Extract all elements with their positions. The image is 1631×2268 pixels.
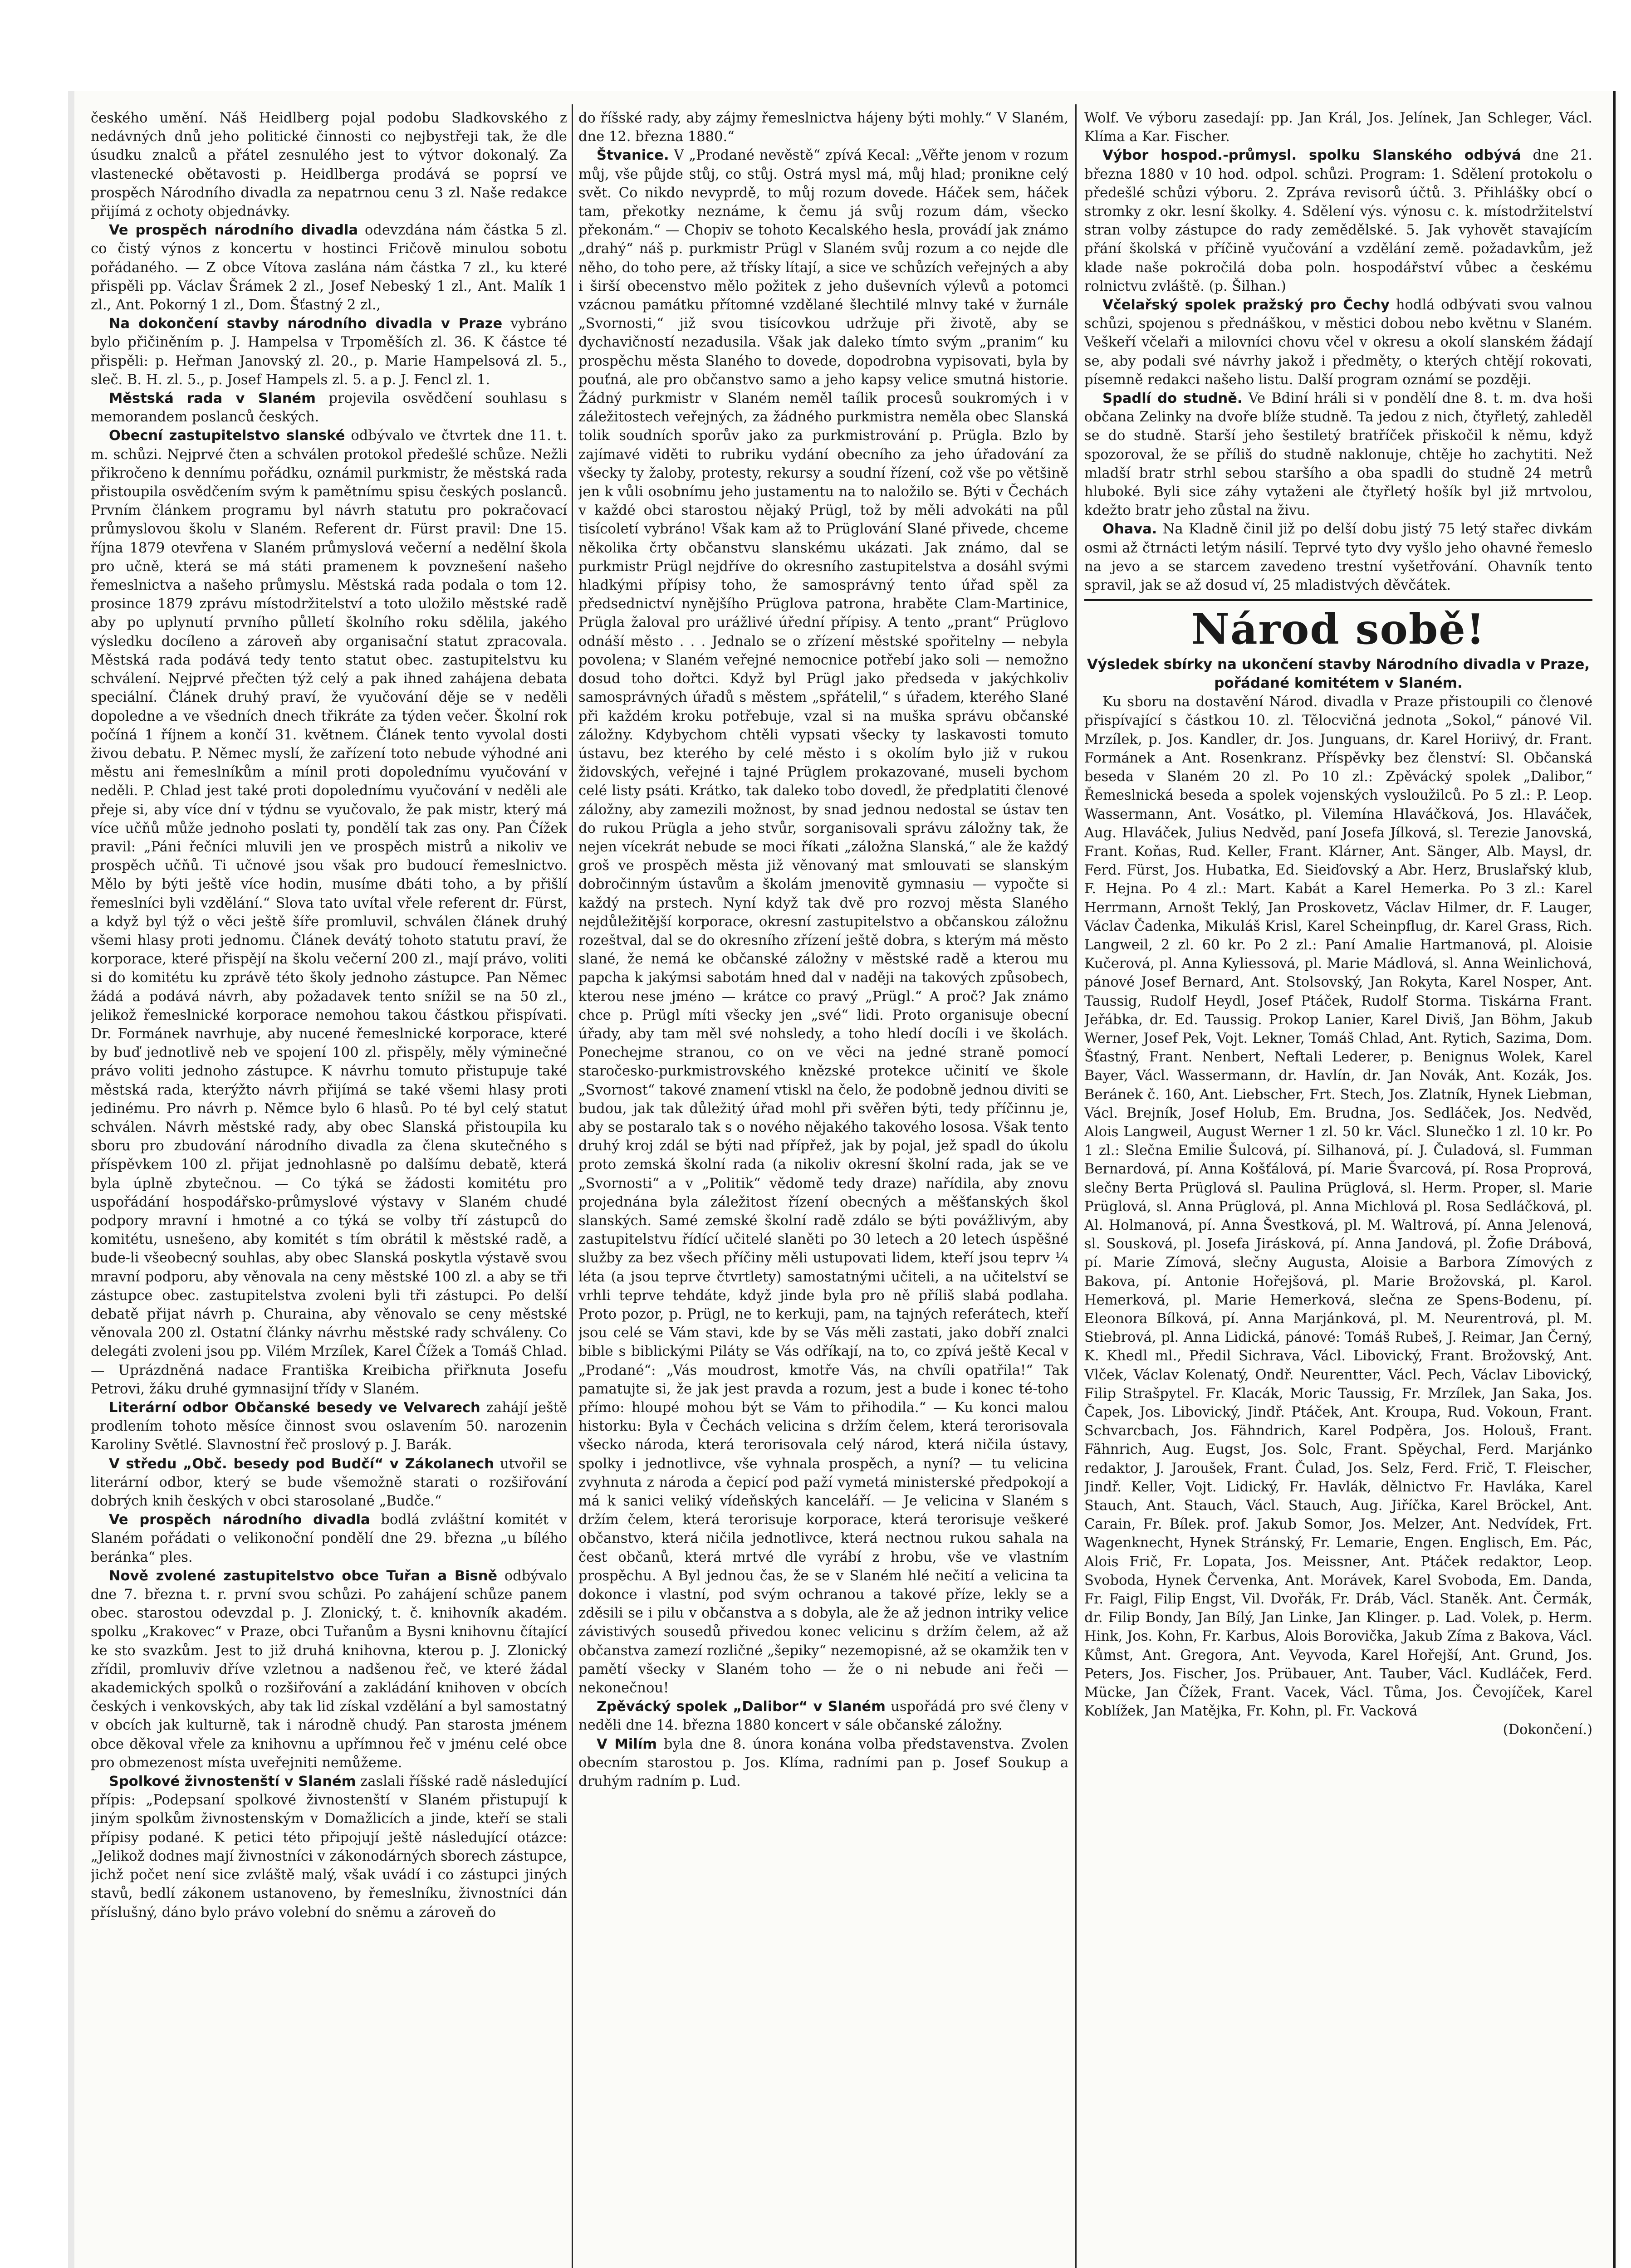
- article-sladkovsky-bust: [91, 109, 567, 221]
- article-heading: Ve prospěch národního divadla: [109, 1512, 370, 1528]
- article-heading: Zpěvácký spolek „Dalibor“ v Slaném: [597, 1699, 886, 1715]
- article-literarni-odbor: [91, 1398, 567, 1455]
- article-ples: [91, 1510, 567, 1567]
- article-text: zaslali říšské radě následující přípis: „Podepsaní spolkové živnostenští v Slaném přistupují k jiným spolkům živnostenským v Domažlicích a jinde, kteří se stali přípisy podané. K petici této připojují ještě následující otázce: „Jelikož dodnes mají živnostníci v zákonodárných sborech zástupce, jichž počet není sice zvláště malý, však uvádí i co zástupci jiných stavů, bedlí zákonem ustanoveno, by řemeslníku, živnostníci dán příslušný, dáno bylo právo volební do sněmu a zároveň do: [91, 1774, 567, 1921]
- article-heading: Spadlí do studně.: [1102, 391, 1243, 407]
- article-zakolany: [91, 1455, 567, 1511]
- article-heading: Na dokončení stavby národního divadla v Praze: [109, 316, 503, 332]
- article-text: projevila osvědčení souhlasu s memorandem poslanců českých.: [91, 391, 567, 425]
- article-heading: Obecní zastupitelstvo slanské: [109, 428, 345, 444]
- article-text: odbývalo dne 7. března t. r. první svou schůzi. Po zahájení schůze panem obec. starostou odevzdal p. J. Zlonický, t. č. knihovník akadém. spolku „Krakovec“ v Praze, obci Tuřanům a Bysni knihovnu čítající ke sto svazkům. Jest to již druhá knihovna, kterou p. J. Zlonický zřídil, promluviv dříve vzletnou a nadšenou řeč, ve které žádal akademických spolků o rozšiřování a zakládání knihoven v obcích českých i venkovských, aby tak lid získal vzdělání a byl samostatný v obcích jak kulturně, tak i národně chudý. Pan starosta jménem obce děkoval vřele za knihovnu a upřímnou řeč v jménu celé obce pro obmezenost místa uveřejniti nemůžeme.: [91, 1568, 567, 1771]
- column-rule-2: [1075, 104, 1077, 2268]
- article-text: Wolf. Ve výboru zasedají: pp. Jan Král, Jos. Jelínek, Jan Schleger, Václ. Klíma a Kar. Fischer.: [1084, 110, 1592, 145]
- article-heading: Výbor hospod.-průmysl. spolku Slanského odbývá: [1102, 147, 1521, 164]
- article-text: uspořádá pro své členy v neděli dne 14. března 1880 koncert v sále občanské záložny.: [578, 1699, 1068, 1734]
- article-text: bodlá zvláštní komitét v Slaném pořádati o velikonoční pondělí dne 29. března „u bílého beránka“ ples.: [91, 1512, 567, 1565]
- article-divadlo-donation: [91, 221, 567, 314]
- article-text: odbývalo ve čtvrtek dne 11. t. m. schůzi. Nejprvé čten a schválen protokol předešlé schůze. Nežli přikročeno k dennímu pořádku, oznámil purkmistr, že městská rada přistoupila osvědčením svým k pamětnímu spisu českých poslanců. Prvním článkem programu byl návrh statutu pro pokračovací průmyslovou školu v Slaném. Referent dr. Fürst pravil: Dne 15. října 1879 otevřena v Slaném průmyslová večerní a nedělní škola pro učně, která se má státi pramenem k povznešení našeho řemeslnictva a našeho průmyslu. Městská rada podala o tom 12. prosince 1879 zprávu místodržitelství a toto uložilo městské radě aby po uplynutí prvního půlletí školního roku sdělila, jakého výsledku docíleno a zároveň aby organisační statut zpracovala. Městská rada podává tedy tento statut obec. zastupitelstvu ku schválení. Nejprvé přečten týž celý a pak ihned zahájena debata speciální. Článek druhý praví, že vyučování děje se v neděli dopoledne a ve všedních dnech třikráte za týden večer. Školní rok počíná 1 říjnem a končí 31. květnem. Článek tento vyvolal dosti živou debatu. P. Němec myslí, že zařízení toto nebude výhodné ani městu ani řemeslníkům a mínil proti dopolednímu vyučování v neděli. P. Chlad jest také proti dopolednímu vyučování v neděli ale přeje si, aby více dní v týdnu se vyučovalo, že pak mistr, který má více učňů může jednoho poslati ty, pondělí tak zas ony. Pan Čížek pravil: „Páni řečníci mluvili jen ve prospěch mistrů a nikoliv ve prospěch učňů. Ti učnové jsou však pro budoucí řemeslnictvo. Mělo by býti ještě více hodin, musíme dbáti toho, a by přišlí řemeslníci byli vzdělání.“ Slova tato uvítal vřele referent dr. Fürst, a když byl týž o věci ještě šíře promluvil, schválen článek druhý všemi hlasy proti jednomu. Článek devátý tohoto statutu praví, že korporace, které přispějí na školu večerní 200 zl., mají právo, voliti si do komitétu ku zprávě této školy jednoho zástupce. Pan Němec žádá a podává návrh, aby požadavek tento snížil se na 50 zl., jelikož řemeslnické korporace nemohou takou částkou přispívati. Dr. Formánek navrhuje, aby nucené řemeslnické korporace, které by buď jednotlivě neb ve spojení 100 zl. přispěly, měly výminečné právo voliti jednoho zástupce. K návrhu tomuto přistupuje také městská rada, kterýžto návrh přijímá se také všemi hlasy proti jedinému. Pro návrh p. Němce bylo 6 hlasů. Po té byl celý statut schválen. Návrh městské rady, aby obec Slanská přistoupila ku sboru pro zbudování národního divadla za člena skutečného s příspěvkem 100 zl. přijat jednohlasně po dalšímu debatě, která byla úplně zbytečnou. — Co týká se žádosti komitétu pro uspořádání hospodářsko-průmyslové výstavy v Slaném chudé podpory mravní i hmotné a co týká se volby tří zástupců do komitétu, usnešeno, aby komitét s tím obrátil k městské radě, a bude-li všeobecný souhlas, aby obec Slanská poskytla výstavě svou mravní podporu, aby věnovala na ceny městské 100 zl. a aby se tři zástupce obec. zastupitelstva zvoleni byli tři zástupci. Po delší debatě přijat návrh p. Churaina, aby věnovalo se ceny městské věnovala 200 zl. Ostatní články návrhu městské rady schváleny. Co delegáti zvoleni jsou pp. Vilém Mrzílek, Karel Čížek a Tomáš Chlad. — Uprázdněná nadace Františka Kreibicha přiřknuta Josefu Petrovi, žáku druhé gymnasijní třídy v Slaném.: [91, 428, 567, 1397]
- article-text: V „Prodané nevěstě“ zpívá Kecal: „Věřte jenom v rozum můj, vše půjde stůj, co stůj. Ostrá mysl má, můj hlad; pronikne celý svět. Co nikdo nevyprdě, to můj rozum dovede. Háček sem, háček tam, překotky neznáme, k čemu já svůj rozum dám, všecko překonám.“ — Chopiv se tohoto Kecalského hesla, provádí jak známo „drahý“ náš p. purkmistr Prügl v Slaném svůj rozum a co nejde dle něho, do toho pere, až třísky lítají, a sice ve schůzích veřejných a aby i širší obecenstvo mělo požitek z jeho duševních výlevů a potomci vzácnou památku přítomné vzdělané šlechtilé mlnvy také v žurnále „Svornosti,“ již svou tisícovkou udržuje při životě, aby se dychavičností nezadusila. Však jak daleko tímto svým „pranim“ ku prospěchu města Slaného to dovede, dopodrobna vypisovati, byla by pouťná, ale pro občanstvo samo a jeho kapsy velice smutná historie. Žádný purkmistr v Slaném neměl taílik procesů soukromých i v záležitostech veřejných, za žádného purkmistra neměla obec Slanská tolik soudních sporův jako za purkmistrování p. Prügla. Bzlo by zajímavé viděti to rubriku vydání obecního za jeho úřadování za všecky ty žaloby, protesty, rekursy a soudní řízení, což vše po většině jen k vůli osobnímu jeho justamentu na to naložilo se. Býti v Čechách v každé obci starostou nějaký Prügl, tož by měli advokáti na půl tisícoletí vybráno! Však kam až to Prüglování Slané přivede, chceme několika črty občanstvu slanskému ukázati. Jak známo, dal se purkmistr Prügl nejdříve do okresního zastupitelstva a dosáhl svými hladkými přípisy toho, že samosprávný tento úřad spěl za předsednictví nynějšího Prüglova patrona, hraběte Clam-Martinice, Prügla žaloval pro urážlivé úřední přípisy. A tento „prant“ Prüglovo odnáší město . . . Jednalo se o zřízení městské spořitelny — nebyla povolena; v Slaném veřejné nemocnice potřebí jako soli — nemožno dosud toho dořtci. Když byl Prügl jako předseda v jakýchkoliv samosprávných úřadů s městem „spřátelil,“ s úřadem, kterého Slané při každém kroku potřebuje, vzal si na muška správu občanské záložny. Kdybychom chtěli vypsati všecky ty laskavosti tomuto ústavu, bez kterého by celé město i s okolím bylo již v rukou židovských, veřejné i tajné Prüglem prokazované, museli bychom celé listy psáti. Krátko, tak daleko tobo dovedl, že předplatiti členové záložny, aby zamezili možnost, by snad jednou nedostal se ústav ten do rukou Prügla a jeho stvůr, sorganisovali správu záložny tak, že nejen vícekrát nebude se moci říkati „záložna Slanská,“ ale že každý groš ve prospěch města již věnovaný mat smlouvati se slanským dobročinným ústavům a školám jmenovitě gymnasiu — vypočte si každý na prstech. Nyní když tak dvě pro rozvoj města Slaného nejdůležitější korporace, okresní zastupitelstvo a občanskou záložnu rozeštval, dal se do okresního zřízení ještě dobra, s kterým má město slané, že nemá ke občanské záložny v městské radě a kterou mu papcha k jakýmsi sabotám hned dal v naději na takových způsobech, kterou nese jméno — krátce co pravý „Prügl.“ A proč? Jak známo chce p. Prügl míti všecky jen „své“ lidi. Proto organisuje obecní úřady, aby tam měl své nohsledy, a toho hledí docíli i ve školách. Ponechejme stranou, co on ve věci na jedné straně pomocí staročesko-purkmistrovského knězské protekce učinití ve škole „Svornost“ takové znamení vtiskl na čelo, že podobně jednou diviti se budou, jak tak důležitý úřad mohl při svěřen býti, tedy příčinnu je, aby se postaralo tak s o nového nějakého takového lososa. Však tento druhý kroj zdál se býti nad přípřež, jak by pojal, jež spadl do úkolu proto zemská školní rada (a nikoliv okresní školní rada, jak se ve „Svornosti“ a v „Politik“ vědomě tedy draze) nařídila, aby znovu projednána byla záležitost řízení obecných a měšťanských škol slanských. Samé zemské školní radě zdálo se býti povážlivým, aby zastupitelstvu řídící učitelé slaněti po 30 letech a 20 letech úspěšné služby za bez všech příčiny měli ustupovati lidem, kteří jsou teprv ¼ léta (a jsou teprve čtvrtlety) samostatnými učiteli, a na učitelství se vrhli teprve tehdáte, když jinde byla pro ně příliš slabá podlaha. Proto pozor, p. Prügl, ne to kerkuji, pam, na tajných referátech, kteří jsou celé se Vám stavi, kde by se Vás měli zastati, jako dobří znalci bible s biblickými Piláty se Vás odříkají, na to, co zpívá ještě Kecal v „Prodané“: „Vás moudrost, kmotře Vás, na chvíli opatřila!“ Tak pamatujte si, že jak jest pravda a rozum, jest a bude i konec té-toho přímo: hloupé mohou být se Vám to přihodila.“ — Ku konci malou historku: Byla v Čechách velicina s držím čelem, která terorisovala všecko národa, která terorisovala celý národ, která ničila ústavy, spolky i jednotlivce, vše vyhnala prospěch, a nyní? — tu velicina zvyhnuta z národa a čepicí pod paží vymetá ministerské předpokojí a má k sanici veliký vídeňských kanceláří. — Je velicina v Slaném s držím čelem, která terorisuje korporace, která terorisuje veškeré občanstvo, která ničila jednotlivce, která nectnou rukou sahala na čest občanů, která mrtvé dle vyrábí z hrobu, vše ve vlastním prospěchu. A Byl jednou čas, že se v Slaném hlé nečití a velicina ta dokonce i vlastní, pod svým ochranou a takové příze, lekly se a zděsili se i pilu v občanstva a s dobyla, ale že až jednon intriky velice závistivých sousedů přivedou konec velicinu s držím čelem, až až občanstva zamezí rozličné „šepiky“ nezemopisné, až se okamžik ten v pamětí všecky v Slaném toho — že o ni nebude ani řeči — nekonečnou!: [578, 147, 1068, 1696]
- column-2: [578, 109, 1068, 2268]
- article-heading: Spolkové živnostenští v Slaném: [109, 1774, 356, 1790]
- section-subtitle: Výsledek sbírky na ukončení stavby Národního divadla v Praze, pořádané komitétem v Slaném.: [1087, 656, 1590, 692]
- article-text: českého umění. Náš Heidlberg pojal podobu Sladkovského z nedávných dnů jeho politické činnosti co nejbystřeji tak, že dle úsudku znalců a přátel zesnulého jest to výtvor dokonalý. Za vlastenecké obětavosti p. Heidlberga prodává se poprsí ve prospěch Národního divadla za nepatrnou cenu 3 zl. Naše redakce přijímá z ochoty objednávky.: [91, 110, 567, 220]
- article-heading: Nově zvolené zastupitelstvo obce Tuřan a Bisně: [109, 1568, 498, 1584]
- article-heading: Literární odbor Občanské besedy ve Velvarech: [109, 1400, 480, 1416]
- article-heading: V Milím: [597, 1736, 657, 1752]
- article-heading: V středu „Obč. besedy pod Budčí“ v Zákolanech: [109, 1456, 494, 1472]
- donor-list: [1084, 693, 1592, 1721]
- continuation-note: (Dokončení.): [1503, 1722, 1592, 1738]
- article-milim-end: [1084, 109, 1592, 146]
- article-zivnostenske-spolky: [91, 1772, 567, 1922]
- article-stvanice: [578, 146, 1068, 1697]
- page-border-right: [1613, 91, 1616, 2268]
- column-1: [91, 109, 567, 2268]
- article-heading: Městská rada v Slaném: [109, 391, 316, 407]
- article-milim: [578, 1735, 1068, 1791]
- page-shadow: [68, 91, 74, 2268]
- article-text: vybráno bylo přičiněním p. J. Hampelsa v Trpoměších zl. 36. K částce té přispěli: p. Heřman Janovský zl. 20., p. Marie Hampelsová zl. 5., sleč. B. H. zl. 5., p. Josef Hampels zl. 5. a p. J. Fencl zl. 1.: [91, 316, 567, 388]
- article-text: Ku sboru na dostavění Národ. divadla v Praze přistoupili co členové přispívající s částkou 10. zl. Tělocvičná jednota „Sokol,“ pánové Vil. Mrzílek, p. Jos. Kandler, dr. Jos. Junguans, dr. Karel Horiivý, dr. Frant. Formánek a Ant. Rosenkranz. Příspěvky bez členství: Sl. Občanská beseda v Slaném 20 zl. Po 10 zl.: Zpěvácký spolek „Dalibor,“ Řemeslnická beseda a spolek vojenských vysloužilců. Po 5 zl.: P. Leop. Wassermann, Ant. Vosátko, pl. Vilemína Hlaváčková, Jos. Hlaváček, Aug. Hlaváček, Julius Nedvěd, paní Josefa Jílková, sl. Terezie Janovská, Frant. Koňas, Rud. Keller, Frant. Klárner, Ant. Sänger, Alb. Maysl, dr. Ferd. Fürst, Jos. Hubatka, Ed. Sieiďovský a Abr. Herz, Bruslařský klub, F. Hejna. Po 4 zl.: Mart. Kabát a Karel Hemerka. Po 3 zl.: Karel Herrmann, Arnošt Teklý, Jan Proskovetz, Václav Hilmer, dr. F. Lauger, Václav Čadenka, Mikuláš Krisl, Karel Scheinpflug, dr. Karel Grass, Rich. Langweil, 2 zl. 60 kr. Po 2 zl.: Paní Amalie Hartmanová, pl. Aloisie Kučerová, pl. Anna Kyliessová, pl. Marie Mádlová, sl. Anna Weinlichová, pánové Josef Bernard, Ant. Stolsovský, Jan Rokyta, Karel Nosper, Ant. Taussig, Rudolf Heydl, Josef Ptáček, Rudolf Storma. Tiskárna Frant. Jeřábka, dr. Ed. Taussig. Prokop Lanier, Karel Diviš, Jan Böhm, Jakub Werner, Josef Pek, Vojt. Lekner, Tomáš Chlad, Ant. Rytich, Sazima, Dom. Šťastný, Frant. Nenbert, Neftali Lederer, p. Benignus Wolek, Karel Bayer, Václ. Wassermann, dr. Havlín, dr. Jan Novák, Ant. Kozák, Jos. Beránek č. 160, Ant. Liebscher, Frt. Stech, Jos. Zlatník, Hynek Liebman, Václ. Brejník, Josef Holub, Em. Brudna, Jos. Sedláček, Jos. Nedvěd, Alois Langweil, August Werner 1 zl. 50 kr. Václ. Slunečko 1 zl. 10 kr. Po 1 zl.: Slečna Emilie Šulcová, pí. Silhanová, pí. J. Čuladová, sl. Fumman Bernardová, pí. Anna Košťálová, pí. Marie Švarcová, pí. Rosa Proprová, slečny Berta Prüglová sl. Paulina Prüglová, sl. Herm. Proper, sl. Marie Prüglová, sl. Anna Prüglová, pl. Anna Michlová pl. Rosa Sedláčková, pl. Al. Holmanová, pí. Anna Švestková, pl. M. Waltrová, pí. Anna Jelenová, sl. Sousková, pl. Josefa Jirásková, pí. Anna Jandová, pl. Žofie Drábová, pí. Marie Zímová, slečny Augusta, Aloisie a Barbora Zímových z Bakova, pí. Antonie Hořejšová, pl. Marie Brožovská, pl. Karol. Hemerková, pl. Marie Hemerková, slečna ze Spens-Bodenu, pí. Eleonora Bílková, pí. Anna Marjánková, pl. M. Neurentrová, pl. M. Stiebrová, pl. Anna Lidická, pánové: Tomáš Rubeš, J. Reimar, Jan Černý, K. Khedl ml., Předil Sichrava, Václ. Libovický, Frant. Brožovský, Ant. Vlček, Václav Kolenatý, Ondř. Neurentter, Václ. Pech, Václav Libovický, Filip Strašpytel. Fr. Klacák, Moric Taussig, Fr. Mrzílek, Jan Saka, Jos. Čapek, Jos. Libovický, Jindř. Ptáček, Ant. Kroupa, Rud. Vokoun, Frant. Schvarcbach, Jos. Fähndrich, Karel Podpěra, Jos. Holouš, Frant. Fähnrich, Aug. Eugst, Jos. Solc, Frant. Spěychal, Ferd. Marjánko redaktor, J. Jaroušek, Frant. Čulad, Jos. Selz, Ferd. Frič, T. Fleischer, Jindř. Keller, Vojt. Lidický, Fr. Havlák, dělnictvo Fr. Havláka, Karel Stauch, Ant. Stauch, Václ. Stauch, Aug. Jiříčka, Karel Bröckel, Ant. Carain, Fr. Bílek. prof. Jakub Somor, Jos. Melzer, Ant. Nedvídek, Frt. Wagenknecht, Hynek Stránský, Fr. Lemarie, Engen. Englisch, Em. Pác, Alois Frič, Fr. Lopata, Jos. Meissner, Ant. Ptáček redaktor, Leop. Svoboda, Hynek Červenka, Ant. Morávek, Karel Svoboda, Em. Danda, Fr. Faigl, Filip Engst, Vil. Dvořák, Fr. Dráb, Václ. Staněk. Ant. Čermák, dr. Filip Bondy, Jan Bílý, Jan Linke, Jan Klinger. p. Lad. Volek, p. Herm. Hink, Jos. Kohn, Fr. Karbus, Alois Borovička, Jakub Zíma z Bakova, Václ. Kůmst, Ant. Gregora, Ant. Veyvoda, Karel Hořejší, Ant. Grund, Jos. Peters, Jos. Fischer, Jos. Prübauer, Ant. Tauber, Václ. Kudláček, Ferd. Mücke, Jan Čížek, Frant. Vacek, Václ. Tůma, Jos. Čevojíček, Karel Koblížek, Jan Matějka, Fr. Kohn, pl. Fr. Vacková: [1084, 694, 1592, 1720]
- column-rule-1: [572, 104, 573, 2268]
- article-text: Ve Bdiní hráli si v pondělí dne 8. t. m. dva hoši občana Zelinky na dvoře blíže studně. Ta jedou z nich, čtyřletý, zahleděl se do studně. Starší jeho šestiletý bratříček přiskočil k němu, když spozoroval, že se příliš do studně naklonuje, chtěje ho zachytiti. Než mladší bratr strhl sebou staršího a oba spadli do studně 24 metrů hluboké. Byli sice záhy vytaženi ale čtyřletý hošík byl již mrtvolou, kdežto bratr jeho zůstal na živu.: [1084, 391, 1592, 519]
- section-separator: [1084, 599, 1592, 601]
- article-vcelarsky-spolek: [1084, 296, 1592, 389]
- article-petition-end: [578, 109, 1068, 146]
- article-heading: Štvanice.: [597, 147, 669, 164]
- article-text: zahájí ještě prodlením tohoto měsíce činnost svou oslavením 50. narozenin Karoliny Světlé. Slavnostní řeč proslový p. J. Barák.: [91, 1400, 567, 1453]
- article-mestska-rada: [91, 389, 567, 426]
- article-text: odevzdána nám částka 5 zl. co čistý výnos z koncertu v hostinci Fričově minulou sobotu pořádaného. — Z obce Vítova zaslána nám částka 7 zl., ku které přispěli pp. Václav Šrámek 2 zl., Josef Nebeský 1 zl., Ant. Malík 1 zl., Ant. Pokorný 1 zl., Dom. Šťastný 2 zl.,: [91, 222, 567, 313]
- newspaper-page: [68, 91, 1620, 2268]
- article-heading: Včelařský spolek pražský pro Čechy: [1102, 297, 1390, 313]
- article-text: do říšské rady, aby zájmy řemeslnictva hájeny býti mohly.“ V Slaném, dne 12. března 1880.“: [578, 110, 1068, 145]
- article-hampels-collection: [91, 314, 567, 389]
- article-text: byla dne 8. února konána volba představenstva. Zvolen obecním starostou p. Jos. Klíma, radními pan p. Josef Soukup a druhým radním p. Lud.: [578, 1736, 1068, 1790]
- article-text: utvořil se literární odbor, který se bude všemožně starati o rozšiřování dobrých knih českých v obci starosolané „Budče.“: [91, 1456, 567, 1510]
- article-hospodarsky-spolek: [1084, 146, 1592, 296]
- article-text: Na Kladně činil již po delší dobu jistý 75 letý stařec divkám osmi až čtrnácti letým násilí. Teprvé tyto dvy vyšlo jeho ohavné řemeslo na jevo a se starcem zavedeno trestní vyšetřování. Ohavník tento spravil, jak se až dosud ví, 25 mladistvých děvčátek.: [1084, 521, 1592, 594]
- article-ohava: [1084, 520, 1592, 595]
- section-title-narod-sobe: Národ sobě!: [1191, 605, 1486, 654]
- article-heading: Ve prospěch národního divadla: [109, 222, 358, 239]
- article-dalibor: [578, 1697, 1068, 1735]
- article-text: dne 21. března 1880 v 10 hod. odpol. schůzi. Program: 1. Sdělení protokolu o předešlé schůzi výboru. 2. Zpráva revisorů účtů. 3. Přihlášky obcí o stromky z okr. lesní školky. 4. Sdělení výs. výnosu c. k. místodržitelství stran volby zástupce do rady zemědělské. 5. Jak vyhovět stavajícím přání školská v příčině vyučování a vzdělání země. požadavkům, jež klade naše pokročilá doba poln. hospodářství vůbec a českému rolnictvu zvláště. (p. Šilhan.): [1084, 147, 1592, 294]
- article-heading: Ohava.: [1102, 521, 1157, 538]
- article-text: hodlá odbývati svou valnou schůzi, spojenou s přednáškou, v městici dobou nebo květnu v Slaném. Veškeří včelaři a milovníci chovu včel v okresu a okolí slanském žádají se, aby podali své návrhy jakož i předměty, o kterých chtějí rokovati, písemně redakci našeho listu. Další program oznámí se později.: [1084, 297, 1592, 388]
- article-turany: [91, 1567, 567, 1772]
- article-spadli-do-studne: [1084, 389, 1592, 520]
- column-3: [1084, 109, 1592, 2268]
- article-obecni-zastupitelstvo: [91, 426, 567, 1398]
